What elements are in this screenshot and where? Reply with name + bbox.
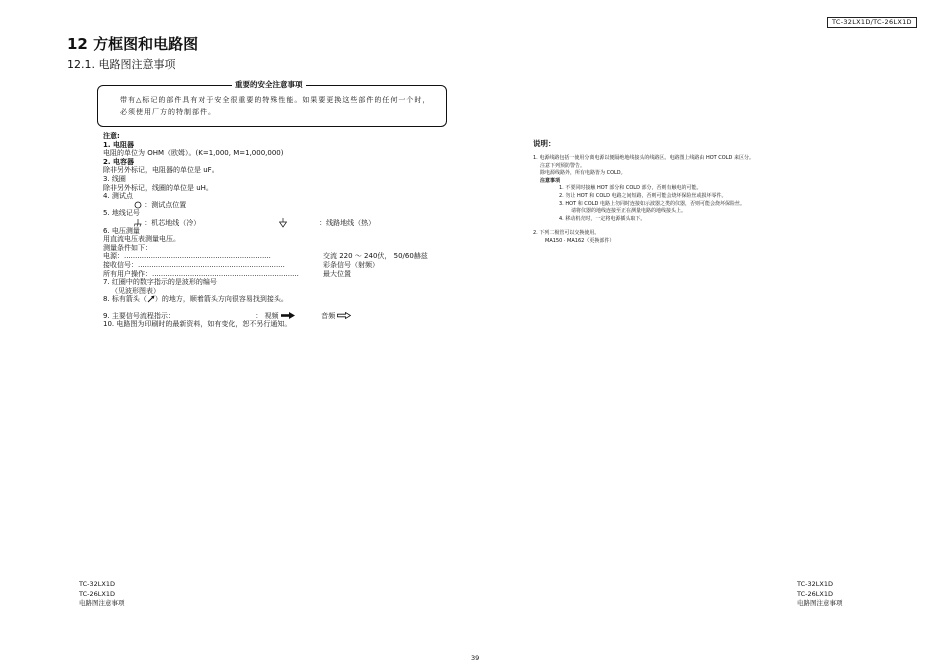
dot-leader: ..................................................................: [138, 260, 285, 269]
note-9-audio-label: 音频: [321, 311, 336, 320]
note-4-text: ：测试点位置: [144, 200, 187, 209]
note-7-title: 7. 红圈中的数字指示的是波形的编号: [103, 278, 217, 287]
explanation-line-1: 1. 电源线路包括一使用分离电源以便隔绝地线接头的线路区。电路图上线路由 HOT COLD 来区分。: [533, 155, 754, 161]
footer-left: [79, 580, 125, 609]
note-7-text: （见波形图表）: [111, 286, 160, 295]
note-2-text: 除非另外标记，电阻器的单位是 uF。: [103, 166, 219, 175]
explanation-line-11: MA150 · MA162（更换部件）: [545, 237, 615, 244]
note-6-line-1: 用直流电压表测量电压。: [103, 235, 180, 244]
note-3-text: 除非另外标记，线圈的单位是 uH。: [103, 183, 213, 192]
note-5-cold-label: ：机芯地线（冷）: [144, 218, 201, 227]
note-9-label: 9. 主要信号流程指示：: [103, 311, 175, 320]
explanation-line-5: 1. 不要同时接触 HOT 部分和 COLD 部分，否则有触电的可能。: [559, 185, 702, 192]
note-6-row-1-label: 电源：: [103, 252, 124, 261]
model-tag: TC-32LX1D/TC-26LX1D: [827, 17, 917, 28]
note-4-title: 4. 测试点: [103, 192, 133, 201]
note-1-title: 1. 电阻器: [103, 140, 134, 149]
footer-right-model-2: TC-26LX1D: [797, 589, 833, 598]
note-6-row-3-label: 所有用户操作：: [103, 269, 152, 278]
explanation-line-3: 除电源线路外，所有电路皆为 COLD。: [540, 170, 626, 177]
note-6-line-2: 测量条件如下：: [103, 243, 152, 252]
notes-section: [103, 132, 428, 329]
footer-right-caption: 电路图注意事项: [797, 599, 843, 607]
footer-left-caption: 电路图注意事项: [79, 599, 125, 607]
explanation-line-6: 2. 勿让 HOT 和 COLD 电路之间短路，否则可能会烧坏保险丝或损坏零件。: [559, 192, 727, 199]
explanation-line-9: 4. 移动机壳时，一定将电源插头取下。: [559, 215, 646, 222]
explanation-title: 说明：: [533, 139, 556, 148]
note-5-title: 5. 地线记号: [103, 209, 140, 218]
note-6-title: 6. 电压测量: [103, 226, 140, 235]
safety-warning-text: 带有△标记的部件具有对于安全很重要的特殊性能。如果要更换这些部件的任何一个时，必须使用厂方的特制部件。: [120, 96, 431, 116]
connector-arrow-icon: [147, 295, 155, 303]
notes-heading: 注意:: [103, 132, 120, 140]
note-6-row-2-label: 接收信号：: [103, 260, 138, 269]
note-6-row-1-value: 交流 220 ～ 240伏， 50/60赫兹: [323, 252, 428, 261]
explanation-line-8: 请将仪器的地线连接至正在测量电路的地线接头上。: [571, 208, 687, 215]
note-2-title: 2. 电容器: [103, 157, 134, 166]
line-ground-icon: [279, 218, 287, 228]
footer-right: [797, 580, 843, 609]
note-10: 10. 电路图为印刷时的最新资料，如有变化，恕不另行通知。: [103, 320, 292, 329]
explanation-line-4: 注意事项: [540, 177, 561, 184]
footer-left-model-1: TC-32LX1D: [79, 580, 115, 588]
note-5-hot-label: ：线路地线（热）: [319, 218, 376, 227]
explanation-section: [533, 155, 754, 246]
dot-leader: ..................................................................: [152, 269, 299, 278]
note-3-title: 3. 线圈: [103, 174, 126, 183]
footer-right-model-1: TC-32LX1D: [797, 580, 833, 588]
note-1-text: 电阻的单位为 OHM（欧姆）。(K=1,000, M=1,000,000): [103, 149, 284, 158]
test-point-icon: [134, 201, 142, 209]
video-signal-arrow-icon: [281, 312, 295, 319]
explanation-line-2: 注意下列预防警告。: [540, 162, 586, 169]
chassis-ground-icon: [134, 219, 142, 227]
section-title: 12.1. 电路图注意事项: [67, 58, 176, 71]
page-number: 39: [471, 654, 480, 662]
note-6-row-3-value: 最大位置: [323, 269, 351, 278]
explanation-line-10: 2. 下列二极管可以交换使用。: [533, 230, 600, 237]
explanation-line-7: 3. HOT 和 COLD 电路上勿同时连接如示波器之类的仪器，否则可能会烧坏保险丝。: [559, 200, 745, 207]
note-8-text-b: ）的地方，顺着箭头方向很容易找到接头。: [154, 295, 288, 304]
footer-left-model-2: TC-26LX1D: [79, 589, 115, 598]
note-6-row-2-value: 彩条信号（射频）: [323, 260, 379, 269]
dot-leader: ..................................................................: [124, 252, 271, 261]
chapter-title: 12 方框图和电路图: [67, 35, 199, 53]
note-9-colon: ：: [255, 311, 263, 320]
safety-warning-title: 重要的安全注意事项: [232, 79, 306, 90]
audio-signal-arrow-icon: [337, 312, 351, 319]
note-8-text-a: 8. 标有箭头（: [103, 295, 147, 304]
note-9-video-label: 视频: [264, 311, 279, 320]
